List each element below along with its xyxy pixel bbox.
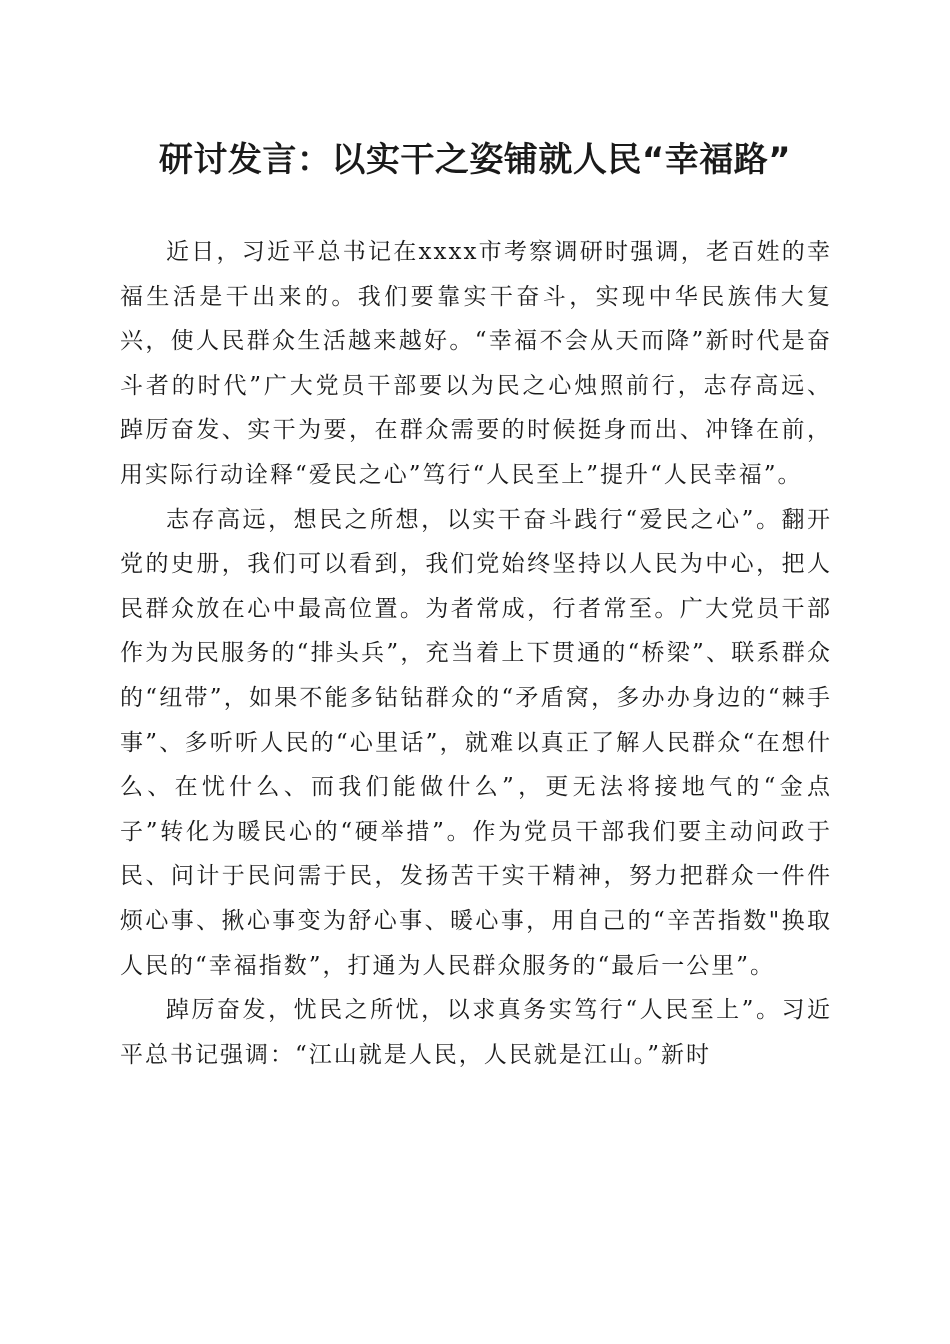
document-body (120, 230, 832, 1077)
paragraph-2: 志存高远，想民之所想，以实干奋斗践行“爱民之心”。翻开党的史册，我们可以看到，我们党始终坚持以人民为中心，把人民群众放在心中最高位置。为者常成，行者常至。广大党员干部作为为民服务的“排头兵”，充当着上下贯通的“桥梁”、联系群众的“纽带”，如果不能多钻钻群众的“矛盾窝，多办办身边的“棘手事”、多听听人民的“心里话”，就难以真正了解人民群众“在想什么、在忧什么、而我们能做什么”，更无法将接地气的“金点子”转化为暖民心的“硬举措”。作为党员干部我们要主动问政于民、问计于民问需于民，发扬苦干实干精神，努力把群众一件件烦心事、揪心事变为舒心事、暖心事，用自己的“辛苦指数"换取人民的“幸福指数”，打通为人民群众服务的“最后一公里”。 (120, 506, 832, 979)
document-title: 研讨发言：以实干之姿铺就人民“幸福路” (158, 140, 792, 180)
paragraph-1: 近日，习近平总书记在xxxx市考察调研时强调，老百姓的幸福生活是干出来的。我们要靠实干奋斗，实现中华民族伟大复兴，使人民群众生活越来越好。“幸福不会从天而降”新时代是奋斗者的时代”广大党员干部要以为民之心烛照前行，志存高远、踔厉奋发、实干为要，在群众需要的时候挺身而出、冲锋在前，用实际行动诠释“爱民之心”笃行“人民至上”提升“人民幸福”。 (120, 239, 832, 488)
paragraph-3: 踔厉奋发，忧民之所忧，以求真务实笃行“人民至上”。习近平总书记强调：“江山就是人民，人民就是江山。”新时 (120, 997, 832, 1068)
